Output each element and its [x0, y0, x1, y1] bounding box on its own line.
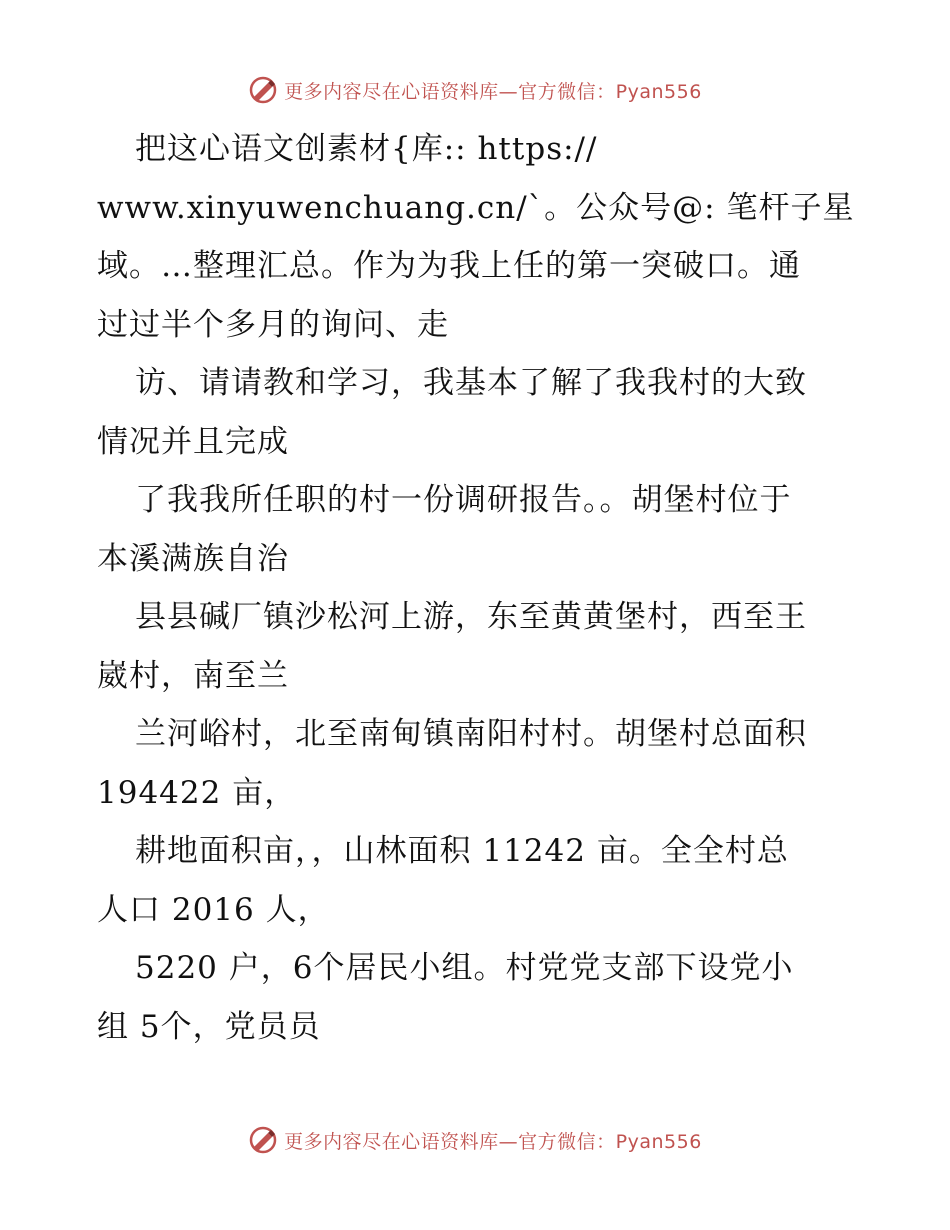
pen-logo-icon	[248, 1125, 278, 1155]
body-line: 过过半个多月的询问、走	[97, 306, 449, 343]
document-body	[97, 120, 857, 1056]
header-banner-text: 更多内容尽在心语资料库—官方微信：Pyan556	[284, 80, 702, 103]
body-line: 崴村，南至兰	[97, 657, 289, 694]
pen-logo-icon	[248, 75, 278, 105]
body-line: 组 5个，党员员	[97, 1008, 321, 1045]
body-line: 县县碱厂镇沙松河上游，东至黄黄堡村，西至王	[135, 599, 807, 635]
body-line: 5220 户，6个居民小组。村党党支部下设党小	[135, 950, 794, 986]
header-banner	[0, 70, 950, 110]
body-line: 耕地面积亩，，山林面积 11242 亩。全全村总	[135, 833, 789, 869]
body-line: 194422 亩，	[97, 774, 297, 811]
footer-banner-text: 更多内容尽在心语资料库—官方微信：Pyan556	[284, 1130, 702, 1153]
body-line: 本溪满族自治	[97, 540, 289, 577]
body-line: 人口 2016 人，	[97, 891, 330, 928]
body-line: 访、请请教和学习，我基本了解了我我村的大致	[135, 365, 807, 401]
body-line: 域。…整理汇总。作为为我上任的第一突破口。通	[97, 248, 801, 284]
footer-banner	[0, 1120, 950, 1160]
body-line: www.xinyuwenchuang.cn/`。公众号@: 笔杆子星	[97, 189, 855, 226]
body-line: 把这心语文创素材{库:: https://	[135, 131, 598, 167]
body-line: 情况并且完成	[97, 423, 289, 460]
body-line: 兰河峪村，北至南甸镇南阳村村。胡堡村总面积	[135, 716, 807, 752]
body-line: 了我我所任职的村一份调研报告。。胡堡村位于	[135, 482, 792, 518]
